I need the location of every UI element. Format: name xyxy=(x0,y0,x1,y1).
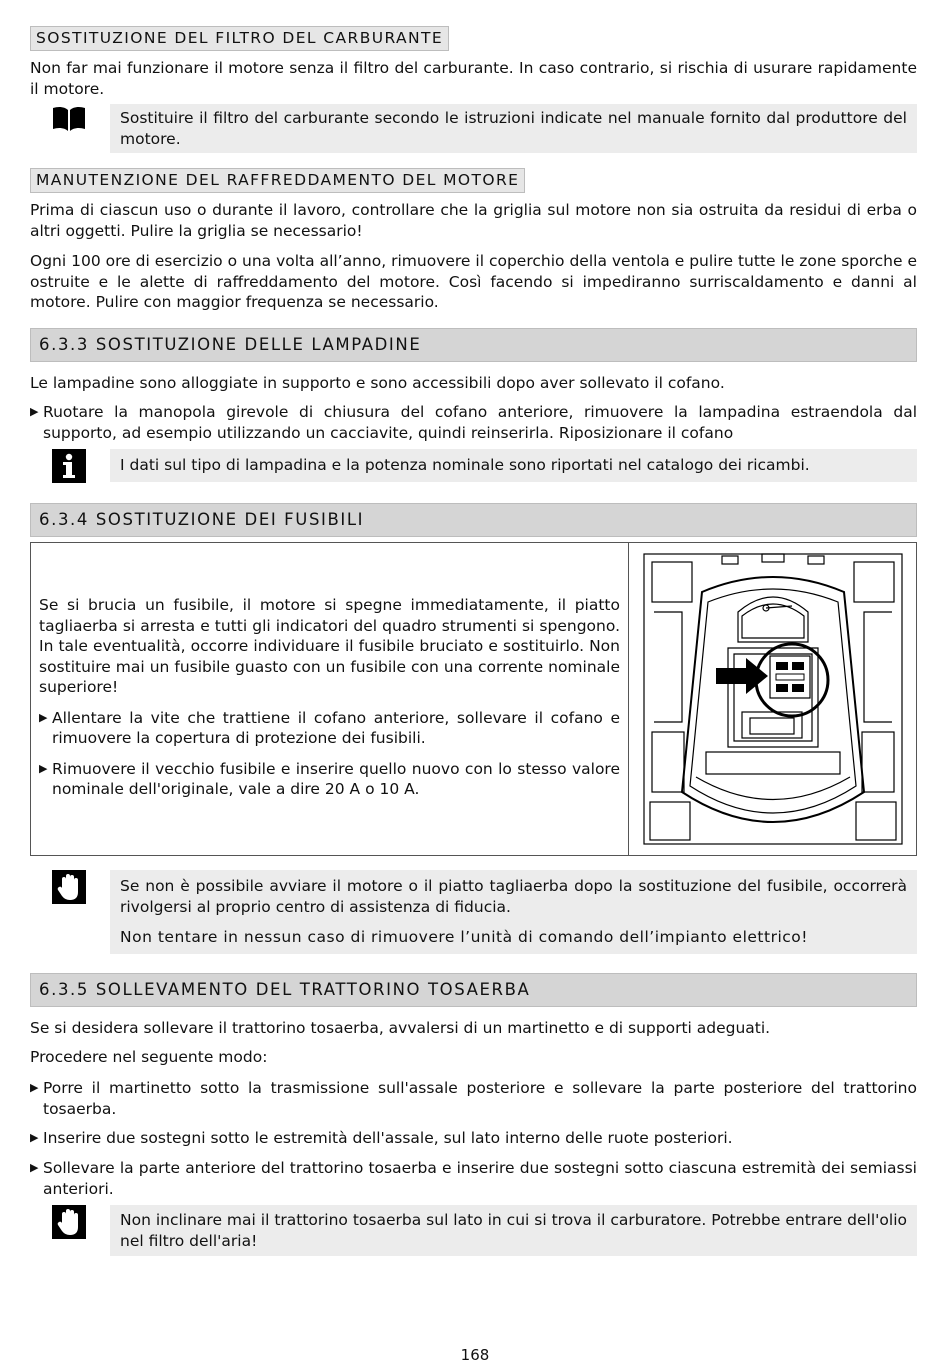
hand-stop-icon xyxy=(52,870,86,904)
lamps-note-text: I dati sul tipo di lampadina e la potenza nominale sono riportati nel catalogo dei ricambi. xyxy=(120,456,810,474)
lifting-bullet-3 xyxy=(30,1158,917,1199)
arrow-right-icon: ▶ xyxy=(30,1081,39,1094)
lifting-bullet-3-text: Sollevare la parte anteriore del trattorino tosaerba e inserire due sostegni sotto ciascuna estremità dei semiassi anteriori. xyxy=(43,1159,917,1198)
fuses-bullet-2 xyxy=(39,759,620,800)
fuses-warning xyxy=(30,870,917,954)
fuel-filter-note-text: Sostituire il filtro del carburante secondo le istruzioni indicate nel manuale fornito dal produttore del motore. xyxy=(120,109,907,148)
lifting-title: 6.3.5 SOLLEVAMENTO DEL TRATTORINO TOSAERBA xyxy=(30,973,917,1007)
lifting-bullet-2-text: Inserire due sostegni sotto le estremità dell'assale, sul lato interno delle ruote posteriori. xyxy=(43,1129,733,1147)
fuel-filter-text: Non far mai funzionare il motore senza il filtro del carburante. In caso contrario, si rischia di usurare rapidamente il motore. xyxy=(30,59,917,98)
lamps-title: 6.3.3 SOSTITUZIONE DELLE LAMPADINE xyxy=(30,328,917,362)
arrow-right-icon: ▶ xyxy=(39,761,48,775)
lamps-note xyxy=(30,449,917,487)
cooling-title: MANUTENZIONE DEL RAFFREDDAMENTO DEL MOTORE xyxy=(30,168,525,193)
arrow-right-icon: ▶ xyxy=(30,405,39,418)
fuses-text: Se si brucia un fusibile, il motore si spegne immediatamente, il piatto tagliaerba si arresta e tutti gli indicatori del quadro strumenti si spengono. In tale eventualità, occorre individuare il fusibile bruciato e sostituirlo. Non sostituire mai un fusibile guasto con un fusibile con una corrente nominale superiore! xyxy=(39,596,620,696)
fuses-bullet-1-text: Allentare la vite che trattiene il cofano anteriore, sollevare il cofano e rimuovere la copertura di protezione dei fusibili. xyxy=(52,708,620,747)
info-icon xyxy=(52,449,86,483)
arrow-right-icon: ▶ xyxy=(39,710,48,724)
fuses-bullet-2-text: Rimuovere il vecchio fusibile e inserire quello nuovo con lo stesso valore nominale dell'originale, vale a dire 20 A o 10 A. xyxy=(52,759,620,798)
arrow-right-icon: ▶ xyxy=(30,1131,39,1144)
lamps-bullet-text: Ruotare la manopola girevole di chiusura del cofano anteriore, rimuovere la lampadina estraendola dal supporto, ad esempio utilizzando un cacciavite, quindi reinserirla. Riposizionare il cofano xyxy=(43,403,917,442)
tractor-hood-drawing xyxy=(642,552,904,846)
fuses-table xyxy=(30,542,917,856)
fuses-warning-text-1: Se non è possibile avviare il motore o il piatto tagliaerba dopo la sostituzione del fusibile, occorrerà rivolgersi al proprio centro di assistenza di fiducia. xyxy=(120,877,907,916)
cooling-paragraph-2: Ogni 100 ore di esercizio o una volta all’anno, rimuovere il coperchio della ventola e pulire tutte le zone sporche e ostruite e le alette di raffreddamento del motore. Così facendo si impediranno surriscaldamento e danni al motore. Pulire con maggior frequenza se necessario. xyxy=(30,252,917,311)
fuses-bullet-1 xyxy=(39,708,620,749)
fuses-title: 6.3.4 SOSTITUZIONE DEI FUSIBILI xyxy=(30,503,917,537)
fuel-filter-title: SOSTITUZIONE DEL FILTRO DEL CARBURANTE xyxy=(30,26,449,51)
page-number: 168 xyxy=(460,1346,490,1364)
book-icon xyxy=(52,106,86,132)
lifting-warning-text: Non inclinare mai il trattorino tosaerba sul lato in cui si trova il carburatore. Potrebbe entrare dell'olio nel filtro dell'aria! xyxy=(120,1211,907,1250)
lamps-intro: Le lampadine sono alloggiate in supporto e sono accessibili dopo aver sollevato il cofano. xyxy=(30,374,725,392)
arrow-right-icon: ▶ xyxy=(30,1161,39,1174)
hand-stop-icon xyxy=(52,1205,86,1239)
lifting-warning xyxy=(30,1205,917,1256)
lifting-intro: Se si desidera sollevare il trattorino tosaerba, avvalersi di un martinetto e di supporti adeguati. xyxy=(30,1019,771,1037)
fuel-filter-section xyxy=(30,26,917,51)
fuses-text-cell xyxy=(31,543,629,855)
lamps-bullet xyxy=(30,402,917,443)
lifting-bullet-1 xyxy=(30,1078,917,1119)
lifting-procedure: Procedere nel seguente modo: xyxy=(30,1048,268,1066)
lifting-bullet-1-text: Porre il martinetto sotto la trasmissione sull'assale posteriore e sollevare la parte posteriore del trattorino tosaerba. xyxy=(43,1079,917,1118)
fuses-warning-text-2: Non tentare in nessun caso di rimuovere l’unità di comando dell’impianto elettrico! xyxy=(120,928,808,946)
fuse-location-illustration xyxy=(629,543,916,855)
lifting-bullet-2 xyxy=(30,1128,917,1149)
fuel-filter-note xyxy=(30,104,917,153)
cooling-paragraph-1: Prima di ciascun uso o durante il lavoro, controllare che la griglia sul motore non sia ostruita da residui di erba o altri oggetti. Pulire la griglia se necessario! xyxy=(30,201,917,240)
